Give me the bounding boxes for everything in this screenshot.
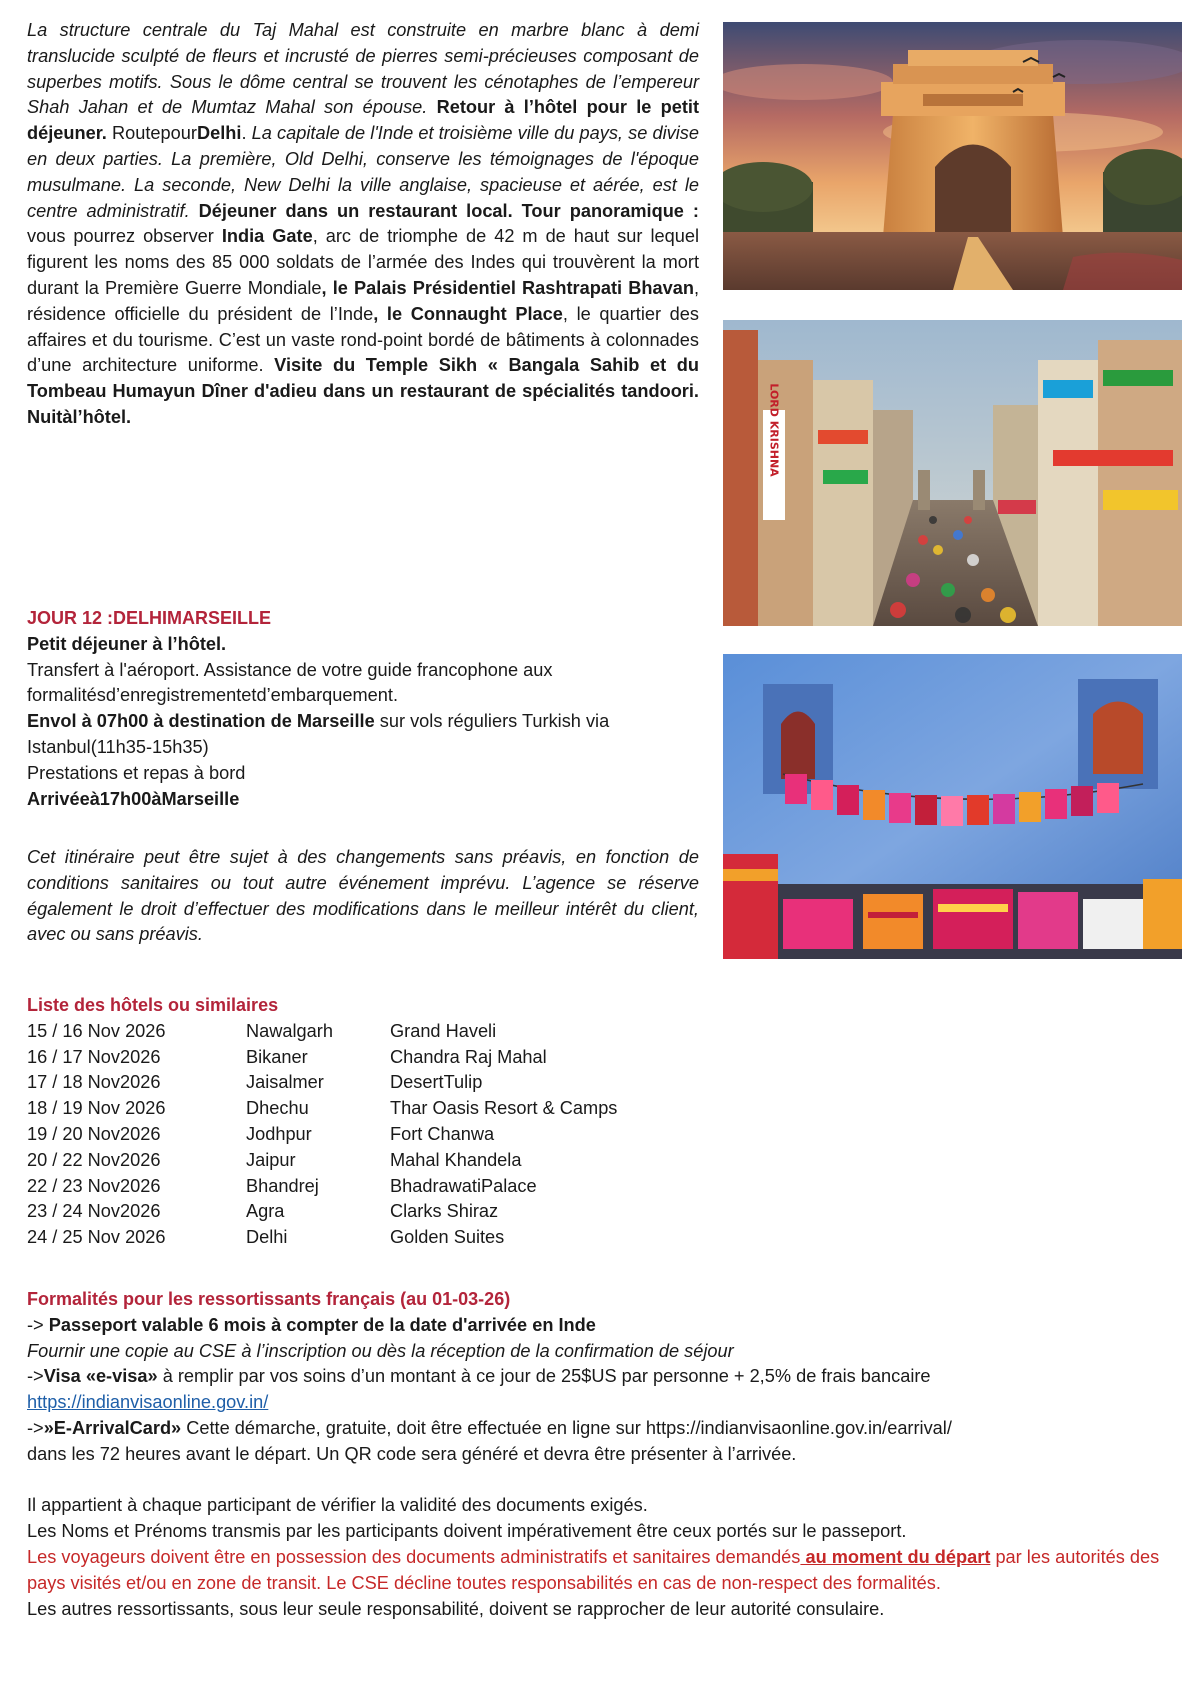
delhi-description: La capitale de l'Inde et troisième ville du pays, se divise en deux parties. La première, Old Delhi, conserve les témoignages de l'époque musulmane. La seconde, New Delhi la ville anglaise, spacieuse et aérée, est le centre administratif. (27, 123, 700, 221)
validity-check-text: Il appartient à chaque participant de vérifier la validité des documents exigés. (27, 1495, 648, 1516)
formalities-title: Formalités pour les ressortissants français (au 01-03-26) (27, 1289, 511, 1309)
arrival-card-label: »E-ArrivalCard» (43, 1417, 182, 1438)
hotels-table (27, 1019, 727, 1251)
hotel-return-text: Retour à l’hôtel pour le petit déjeuner. (27, 97, 700, 144)
other-nationals-text: Les autres ressortissants, sous leur seule responsabilité, doivent se rapprocher de leur autorité consulaire. (27, 1598, 885, 1619)
hotel-city: Agra (246, 1201, 285, 1222)
formalities-section (27, 1287, 1177, 1622)
arrival-card-details: Cette démarche, gratuite, doit être effectuée en ligne sur https://indianvisaonline.gov.in/earrival/ (181, 1417, 952, 1438)
hotel-dates: 15 / 16 Nov 2026 (27, 1020, 166, 1041)
visa-link[interactable]: https://indianvisaonline.gov.in/ (27, 1392, 269, 1413)
warning-text-2: par les autorités des pays visités et/ou en zone de transit. Le CSE décline toutes responsabilités en cas de non-respect des formalités. (27, 1546, 1160, 1593)
visa-arrow: -> (27, 1366, 44, 1387)
hotel-city: Dhechu (246, 1098, 309, 1119)
hotel-city: Bikaner (246, 1046, 308, 1067)
visa-label: Visa «e-visa» (43, 1366, 158, 1387)
hotel-row (27, 1148, 727, 1174)
hotel-name: Mahal Khandela (390, 1149, 522, 1170)
visa-details: à remplir par vos soins d’un montant à ce jour de 25$US par personne + 2,5% de frais bancaire (157, 1366, 931, 1387)
arrival-text: Arrivéeà17h00àMarseille (27, 788, 240, 809)
warning-text-1: Les voyageurs doivent être en possession des documents administratifs et sanitaires demandés (27, 1546, 801, 1567)
india-gate-text: India Gate (221, 226, 313, 247)
palace-text: , le Palais Présidentiel Rashtrapati Bhavan (321, 277, 694, 298)
breakfast-text: Petit déjeuner à l’hôtel. (27, 633, 227, 654)
flight-bold-text: Envol à 07h00 à destination de Marseille (27, 711, 375, 732)
onboard-text: Prestations et repas à bord (27, 762, 246, 783)
hotel-city: Delhi (246, 1227, 288, 1248)
hotel-name: DesertTulip (390, 1072, 483, 1093)
hotel-row (27, 1199, 727, 1225)
hotel-row (27, 1174, 727, 1200)
temple-visit-text: Visite du Temple Sikh « Bangala Sahib et du Tombeau Humayun Dîner d'adieu dans un restaurant de spécialités tandoori. Nuitàl’hôtel. (27, 355, 699, 427)
hotel-dates: 22 / 23 Nov2026 (27, 1175, 161, 1196)
day-11-description (27, 18, 699, 431)
hotel-dates: 16 / 17 Nov2026 (27, 1046, 161, 1067)
hotel-row (27, 1045, 727, 1071)
hotel-name: Golden Suites (390, 1227, 505, 1248)
palace-desc: , résidence officielle du président de l’Inde (27, 277, 699, 324)
itinerary-disclaimer: Cet itinéraire peut être sujet à des changements sans préavis, en fonction de conditions sanitaires ou tout autre événement imprévu. L’agence se réserve également le droit d’effectuer des modifications dans le meilleur intérêt du client, avec ou sans préavis. (27, 847, 699, 945)
lord-krishna-sign: LORD KRISHNA (767, 383, 781, 477)
departure-moment-text: au moment du départ (800, 1546, 991, 1567)
hotel-city: Nawalgarh (246, 1020, 333, 1041)
hotel-dates: 19 / 20 Nov2026 (27, 1123, 161, 1144)
delhi-text: Delhi (196, 123, 242, 144)
arrival-card-arrow: -> (27, 1417, 44, 1438)
india-gate-photo (723, 22, 1182, 290)
copy-note-text: Fournir une copie au CSE à l’inscription ou dès la réception de la confirmation de séjour (27, 1340, 734, 1361)
day-12-title: JOUR 12 :DELHIMARSEILLE (27, 608, 272, 628)
hotel-row (27, 1122, 727, 1148)
hotels-section (27, 993, 727, 1251)
hotel-row (27, 1096, 727, 1122)
connaught-desc: , le quartier des affaires et du tourisme. C’est un vaste rond-point bordé de bâtiments à colonnades d’une architecture uniforme. (27, 303, 700, 376)
passport-arrow: -> (27, 1314, 49, 1335)
india-gate-desc: , arc de triomphe de 42 m de haut sur lequel figurent les noms des 85 000 soldats de l’armée des Indes qui trouvèrent la mort durant la Première Guerre Mondiale (27, 226, 699, 298)
taj-mahal-text: La structure centrale du Taj Mahal est construite en marbre blanc à demi translucide sculpté de fleurs et incrusté de pierres semi-précieuses composant de superbes motifs. Sous le dôme central se trouvent les cénotaphes de l’empereur Shah Jahan et de Mumtaz Mahal son épouse. (27, 20, 699, 118)
old-delhi-street-photo (723, 320, 1182, 626)
hotel-name: Clarks Shiraz (390, 1201, 499, 1222)
arrival-card-details-2: dans les 72 heures avant le départ. Un QR code sera généré et devra être présenter à l’arrivée. (27, 1443, 797, 1464)
hotel-dates: 23 / 24 Nov2026 (27, 1201, 161, 1222)
hotels-title: Liste des hôtels ou similaires (27, 995, 279, 1015)
hotel-dates: 24 / 25 Nov 2026 (27, 1227, 166, 1248)
flight-details-text: sur vols réguliers Turkish via Istanbul(11h35-15h35) (27, 711, 610, 757)
hotel-name: Fort Chanwa (390, 1123, 495, 1144)
hotel-city: Jodhpur (246, 1123, 312, 1144)
hotel-city: Jaipur (246, 1149, 296, 1170)
hotel-name: Grand Haveli (390, 1020, 497, 1041)
hotel-name: Thar Oasis Resort & Camps (390, 1098, 618, 1119)
names-text: Les Noms et Prénoms transmis par les participants doivent impérativement être ceux portés sur le passeport. (27, 1521, 907, 1542)
observe-text: vous pourrez observer (27, 226, 222, 247)
hotel-city: Bhandrej (246, 1175, 319, 1196)
hotel-row (27, 1019, 727, 1045)
punct-text: . (241, 123, 252, 144)
hotel-row (27, 1225, 727, 1251)
passport-text: Passeport valable 6 mois à compter de la date d'arrivée en Inde (48, 1314, 596, 1335)
hotel-name: Chandra Raj Mahal (390, 1046, 547, 1067)
transfer-text: Transfert à l'aéroport. Assistance de votre guide francophone aux formalitésd’enregistrementetd’embarquement. (27, 659, 553, 706)
lunch-tour-text: Déjeuner dans un restaurant local. Tour panoramique : (198, 200, 699, 221)
hotel-dates: 17 / 18 Nov2026 (27, 1072, 161, 1093)
day-12-section (27, 606, 707, 812)
blue-wall-textiles-photo (723, 654, 1182, 959)
hotel-dates: 20 / 22 Nov2026 (27, 1149, 161, 1170)
hotel-dates: 18 / 19 Nov 2026 (27, 1098, 166, 1119)
connaught-text: , le Connaught Place (373, 303, 563, 324)
hotel-row (27, 1070, 727, 1096)
route-text: Routepour (106, 123, 197, 144)
hotel-name: BhadrawatiPalace (390, 1175, 537, 1196)
hotel-city: Jaisalmer (246, 1072, 324, 1093)
